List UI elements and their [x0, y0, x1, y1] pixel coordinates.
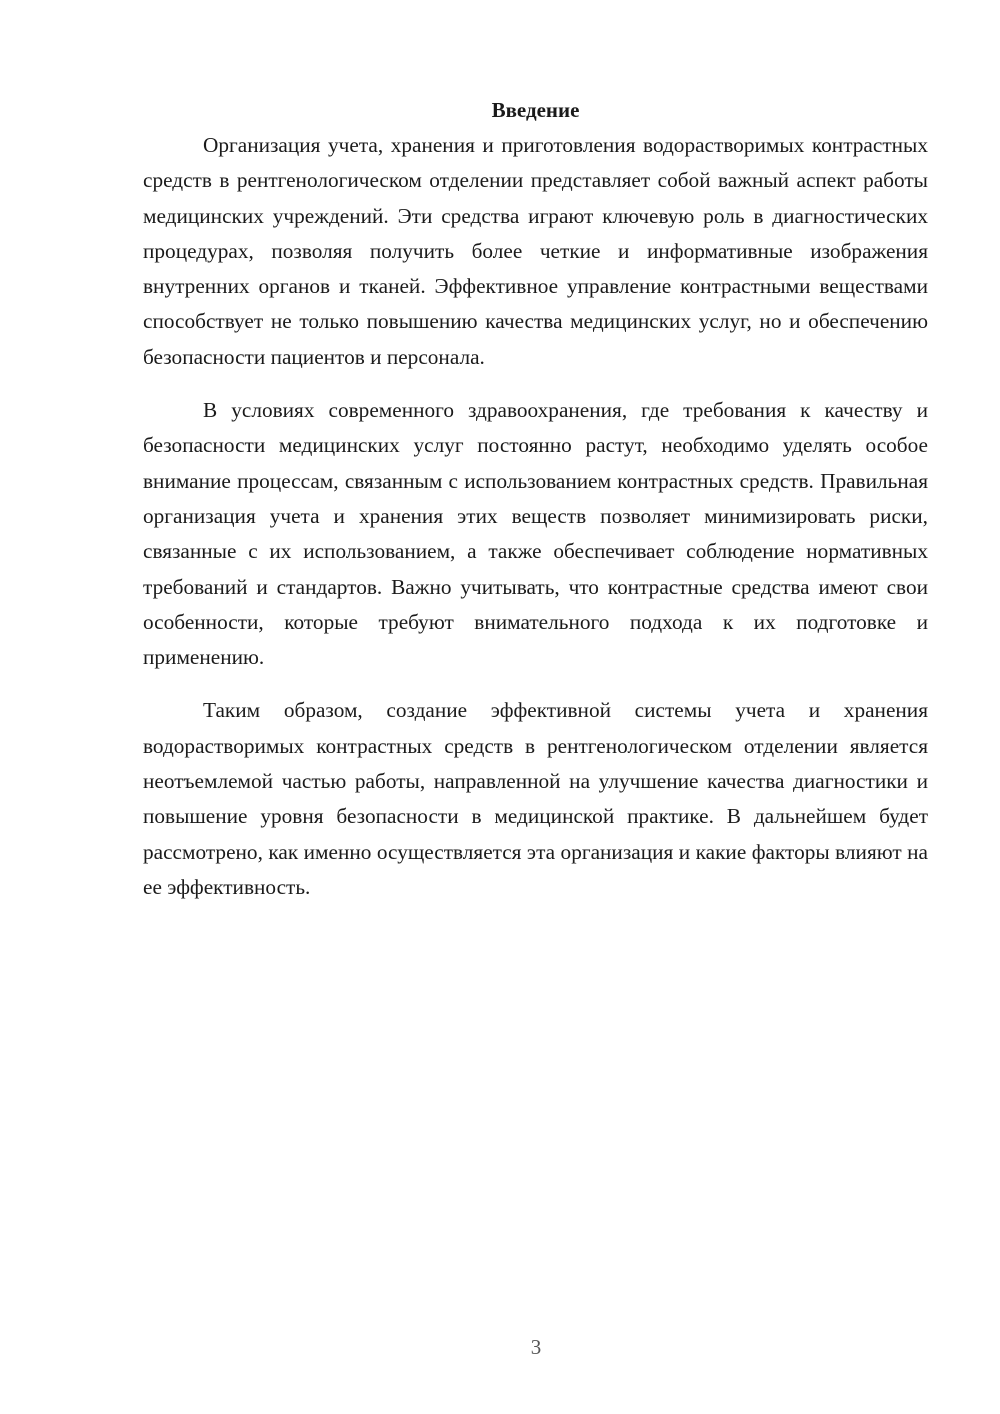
- paragraph-3: Таким образом, создание эффективной системы учета и хранения водорастворимых контрастных средств в рентгенологическом отделении является неотъемлемой частью работы, направленной на улучшение качества диагностики и повышение уровня безопасности в медицинской практике. В дальнейшем будет рассмотрено, как именно осуществляется эта организация и какие факторы влияют на ее эффективность.: [143, 698, 928, 899]
- page-content: [143, 93, 928, 905]
- paragraph-1: Организация учета, хранения и приготовления водорастворимых контрастных средств в рентгенологическом отделении представляет собой важный аспект работы медицинских учреждений. Эти средства играют ключевую роль в диагностических процедурах, позволяя получить более четкие и информативные изображения внутренних органов и тканей. Эффективное управление контрастными веществами способствует не только повышению качества медицинских услуг, но и обеспечению безопасности пациентов и персонала.: [143, 133, 928, 369]
- paragraph-2: В условиях современного здравоохранения, где требования к качеству и безопасности медицинских услуг постоянно растут, необходимо уделять особое внимание процессам, связанным с использованием контрастных средств. Правильная организация учета и хранения этих веществ позволяет минимизировать риски, связанные с их использованием, а также обеспечивает соблюдение нормативных требований и стандартов. Важно учитывать, что контрастные средства имеют свои особенности, которые требуют внимательного подхода к их подготовке и применению.: [143, 398, 928, 670]
- section-title: Введение: [491, 98, 580, 122]
- page-number: 3: [530, 1335, 542, 1359]
